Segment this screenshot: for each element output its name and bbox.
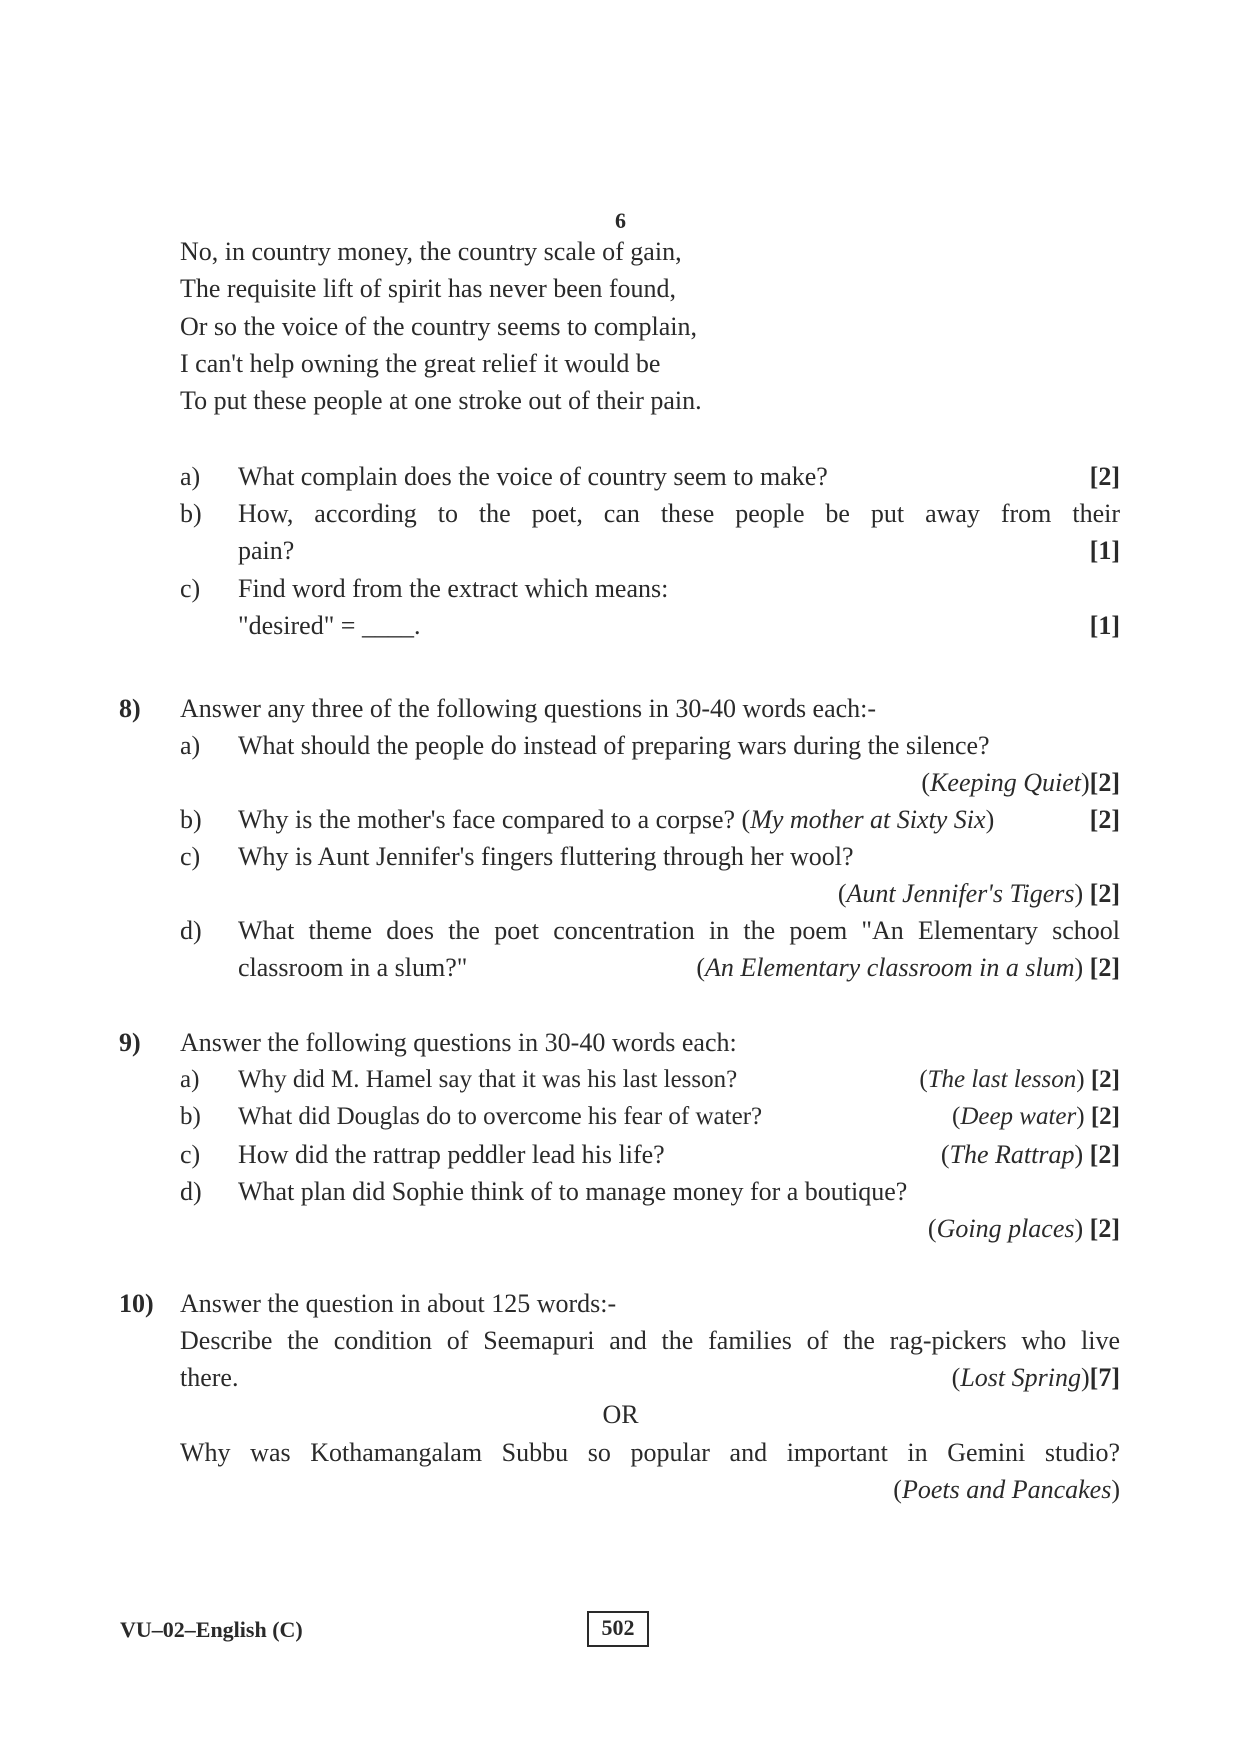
question-text: classroom in a slum?": [238, 953, 468, 982]
question-text: What theme does the poet concentration in the poem "An Elementary school: [238, 916, 1120, 945]
source-title: Keeping Quiet: [930, 768, 1081, 797]
q8-a: [180, 727, 1120, 764]
question-text: What should the people do instead of preparing wars during the silence?: [238, 731, 990, 760]
marks: [2]: [1089, 1140, 1120, 1169]
q7-a: [180, 458, 1120, 495]
question-text: [238, 801, 994, 838]
source-ref: [696, 949, 1120, 986]
source-ref: [921, 764, 1120, 801]
q8-b: [180, 801, 1120, 838]
page-code-box: 502: [587, 1611, 649, 1647]
paren: ): [1081, 768, 1090, 797]
paren: (: [951, 1103, 961, 1130]
source-title: Going places: [936, 1214, 1075, 1243]
poem-line: I can't help owning the great relief it would be: [180, 349, 661, 378]
paren: ): [1076, 1066, 1085, 1093]
source-title: Lost Spring: [960, 1363, 1081, 1392]
paren: ): [1111, 1475, 1120, 1504]
item-label: d): [180, 916, 202, 945]
marks: [7]: [1089, 1363, 1120, 1392]
q9-b: [180, 1098, 1120, 1135]
q8-c: [180, 838, 1120, 875]
item-label: a): [180, 731, 201, 760]
item-label: c): [180, 1140, 201, 1169]
question-number: 9): [119, 1028, 141, 1057]
question-text: pain?: [238, 536, 295, 565]
question-text: there.: [180, 1363, 239, 1392]
paren: (: [919, 1066, 928, 1093]
paren: ): [1081, 1363, 1090, 1392]
marks: [2]: [1089, 768, 1120, 797]
source-title: An Elementary classroom in a slum: [705, 953, 1075, 982]
question-number: 10): [119, 1289, 154, 1318]
question-text: What did Douglas do to overcome his fear of water?: [238, 1103, 763, 1130]
paren: (: [893, 1475, 902, 1504]
marks: [2]: [1089, 953, 1120, 982]
poem-line: The requisite lift of spirit has never been found,: [180, 274, 677, 303]
question-text: How, according to the poet, can these people be put away from their: [238, 499, 1120, 528]
q8-d-cont: [180, 949, 1120, 986]
source-ref: [893, 1471, 1120, 1508]
q7-c-cont: [180, 607, 1120, 644]
paper-code: VU–02–English (C): [120, 1617, 303, 1642]
question-text: Why did M. Hamel say that it was his last lesson?: [238, 1066, 738, 1093]
item-label: a): [180, 462, 201, 491]
item-label: a): [180, 1066, 200, 1093]
poem-line: Or so the voice of the country seems to complain,: [180, 312, 697, 341]
poem-line: No, in country money, the country scale of gain,: [180, 237, 682, 266]
source-ref: [952, 1359, 1120, 1396]
marks: [2]: [1089, 1214, 1120, 1243]
paren: (: [927, 1214, 937, 1243]
q8-c-src: [180, 875, 1120, 912]
source-ref: [941, 1136, 1120, 1173]
source-title: The Rattrap: [949, 1140, 1075, 1169]
source-ref: [838, 875, 1120, 912]
marks: [1]: [1089, 611, 1120, 640]
question-intro: Answer the following questions in 30-40 words each:: [180, 1028, 737, 1057]
item-label: c): [180, 574, 201, 603]
q8-a-src: [180, 764, 1120, 801]
q7-c: [180, 570, 1120, 607]
marks: [2]: [1089, 805, 1120, 834]
source-title: Poets and Pancakes: [901, 1475, 1112, 1504]
paren: ): [1074, 953, 1084, 982]
source-title: Deep water: [960, 1103, 1077, 1130]
item-label: b): [180, 1103, 201, 1130]
q10-cont: [180, 1359, 1120, 1396]
poem-line: To put these people at one stroke out of their pain.: [180, 386, 702, 415]
q9-c: [180, 1136, 1120, 1173]
question-text: Describe the condition of Seemapuri and the families of the rag-pickers who live: [180, 1326, 1120, 1355]
question-text: Find word from the extract which means:: [238, 574, 669, 603]
marks: [2]: [1090, 1103, 1120, 1130]
paren: ): [1074, 879, 1084, 908]
source-title: The last lesson: [927, 1066, 1077, 1093]
question-text-main: Why is the mother's face compared to a corpse? (: [238, 805, 751, 834]
paren: (: [921, 768, 931, 797]
item-label: d): [180, 1177, 202, 1206]
item-label: c): [180, 842, 201, 871]
paren: ): [1076, 1103, 1085, 1130]
source-ref: [928, 1210, 1120, 1247]
question-text: What plan did Sophie think of to manage money for a boutique?: [238, 1177, 908, 1206]
question-text: Why is Aunt Jennifer's fingers fluttering through her wool?: [238, 842, 854, 871]
q9-d-src: [180, 1210, 1120, 1247]
paren: (: [951, 1363, 961, 1392]
source-title: My mother at Sixty Six: [750, 805, 986, 834]
paren: (: [837, 879, 847, 908]
paren: ): [985, 805, 995, 834]
q9-a: [180, 1061, 1120, 1098]
or-divider: OR: [602, 1400, 639, 1429]
marks: [2]: [1089, 879, 1120, 908]
question-intro: Answer any three of the following questions in 30-40 words each:-: [180, 694, 877, 723]
q9-d: [180, 1173, 1120, 1210]
paren: (: [696, 953, 705, 982]
paren: (: [940, 1140, 950, 1169]
source-ref: [919, 1061, 1120, 1098]
marks: [1]: [1089, 536, 1120, 565]
paren: ): [1074, 1214, 1084, 1243]
page-number: 6: [615, 208, 626, 233]
marks: [2]: [1089, 462, 1120, 491]
q7-b-cont: [180, 532, 1120, 569]
source-title: Aunt Jennifer's Tigers: [846, 879, 1075, 908]
question-text: Why was Kothamangalam Subbu so popular and important in Gemini studio?: [180, 1438, 1120, 1467]
question-text: What complain does the voice of country seem to make?: [238, 462, 828, 491]
question-text: "desired" = ____.: [238, 611, 421, 640]
question-number: 8): [119, 694, 141, 723]
source-ref: [952, 1098, 1120, 1135]
marks: [2]: [1090, 1066, 1120, 1093]
item-label: b): [180, 499, 202, 528]
question-text: How did the rattrap peddler lead his life?: [238, 1140, 665, 1169]
q10-alt-src: [180, 1471, 1120, 1508]
item-label: b): [180, 805, 202, 834]
paren: ): [1074, 1140, 1084, 1169]
question-intro: Answer the question in about 125 words:-: [180, 1289, 617, 1318]
